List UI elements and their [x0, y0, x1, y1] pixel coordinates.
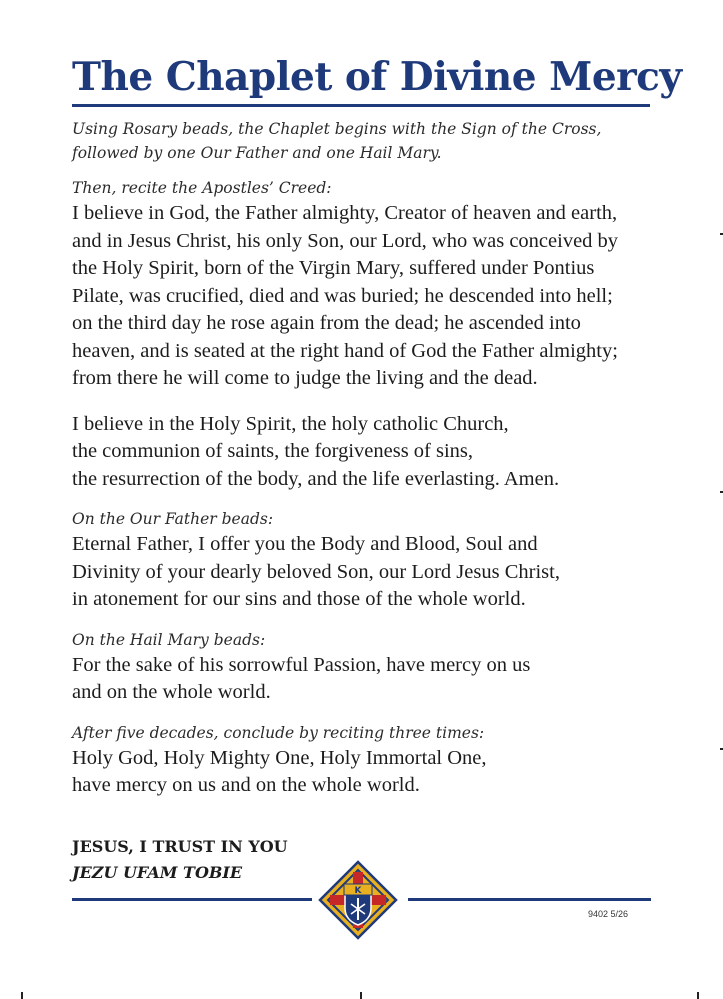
title-underline: [72, 104, 650, 107]
crop-mark: [360, 992, 362, 999]
creed-line: I believe in God, the Father almighty, Creator of heaven and earth,: [72, 202, 618, 224]
creed-line: heaven, and is seated at the right hand of God the Father almighty;: [72, 339, 618, 362]
closing-polish: JEZU UFAM TOBIE: [72, 863, 243, 882]
creed-line: and in Jesus Christ, his only Son, our Lord, who was conceived by: [72, 229, 619, 252]
our-father-line: Divinity of your dearly beloved Son, our Lord Jesus Christ,: [72, 560, 560, 583]
our-father-line: Eternal Father, I offer you the Body and Blood, Soul and: [72, 533, 538, 555]
creed-line: on the third day he rose again from the dead; he ascended into: [72, 312, 581, 334]
conclusion-section: [72, 721, 652, 800]
our-father-beads-section: [72, 507, 652, 614]
closing-english: JESUS, I TRUST IN YOU: [72, 837, 288, 856]
our-father-cue: On the Our Father beads:: [72, 510, 274, 528]
conclusion-line: Holy God, Holy Mighty One, Holy Immortal One,: [72, 746, 487, 769]
hail-mary-beads-section: [72, 628, 652, 707]
conclusion-line: have mercy on us and on the whole world.: [72, 774, 420, 796]
creed-second-paragraph: [72, 411, 652, 494]
creed-line: the resurrection of the body, and the life everlasting. Amen.: [72, 467, 560, 490]
print-code: 9402 5/26: [588, 909, 629, 919]
creed-line: the Holy Spirit, born of the Virgin Mary, suffered under Pontius: [72, 257, 595, 279]
intro-line: followed by one Our Father and one Hail Mary.: [72, 144, 442, 162]
creed-line: from there he will come to judge the living and the dead.: [72, 367, 538, 389]
prayer-content: [72, 117, 652, 800]
hail-mary-cue: On the Hail Mary beads:: [72, 630, 266, 649]
creed-line: I believe in the Holy Spirit, the holy catholic Church,: [72, 412, 509, 435]
footer-rule-left: [72, 898, 312, 901]
knights-of-columbus-emblem-icon: [318, 860, 398, 940]
conclusion-cue: After five decades, conclude by reciting three times:: [72, 723, 485, 742]
crop-mark: [697, 992, 699, 999]
closing-invocation: [72, 834, 472, 886]
footer-rule-right: [408, 898, 651, 901]
creed-line: the communion of saints, the forgiveness of sins,: [72, 440, 474, 462]
our-father-line: in atonement for our sins and those of the whole world.: [72, 588, 526, 610]
creed-line: Pilate, was crucified, died and was buried; he descended into hell;: [72, 284, 613, 307]
intro-instructions: [72, 117, 652, 165]
hail-mary-line: and on the whole world.: [72, 681, 271, 703]
apostles-creed-section: [72, 176, 652, 393]
creed-cue: Then, recite the Apostles’ Creed:: [72, 179, 332, 197]
hail-mary-line: For the sake of his sorrowful Passion, have mercy on us: [72, 653, 531, 676]
crop-mark: [21, 992, 23, 999]
page-title: The Chaplet of Divine Mercy: [72, 54, 682, 100]
intro-line: Using Rosary beads, the Chaplet begins with the Sign of the Cross,: [72, 120, 602, 138]
svg-text:K: K: [354, 886, 362, 896]
